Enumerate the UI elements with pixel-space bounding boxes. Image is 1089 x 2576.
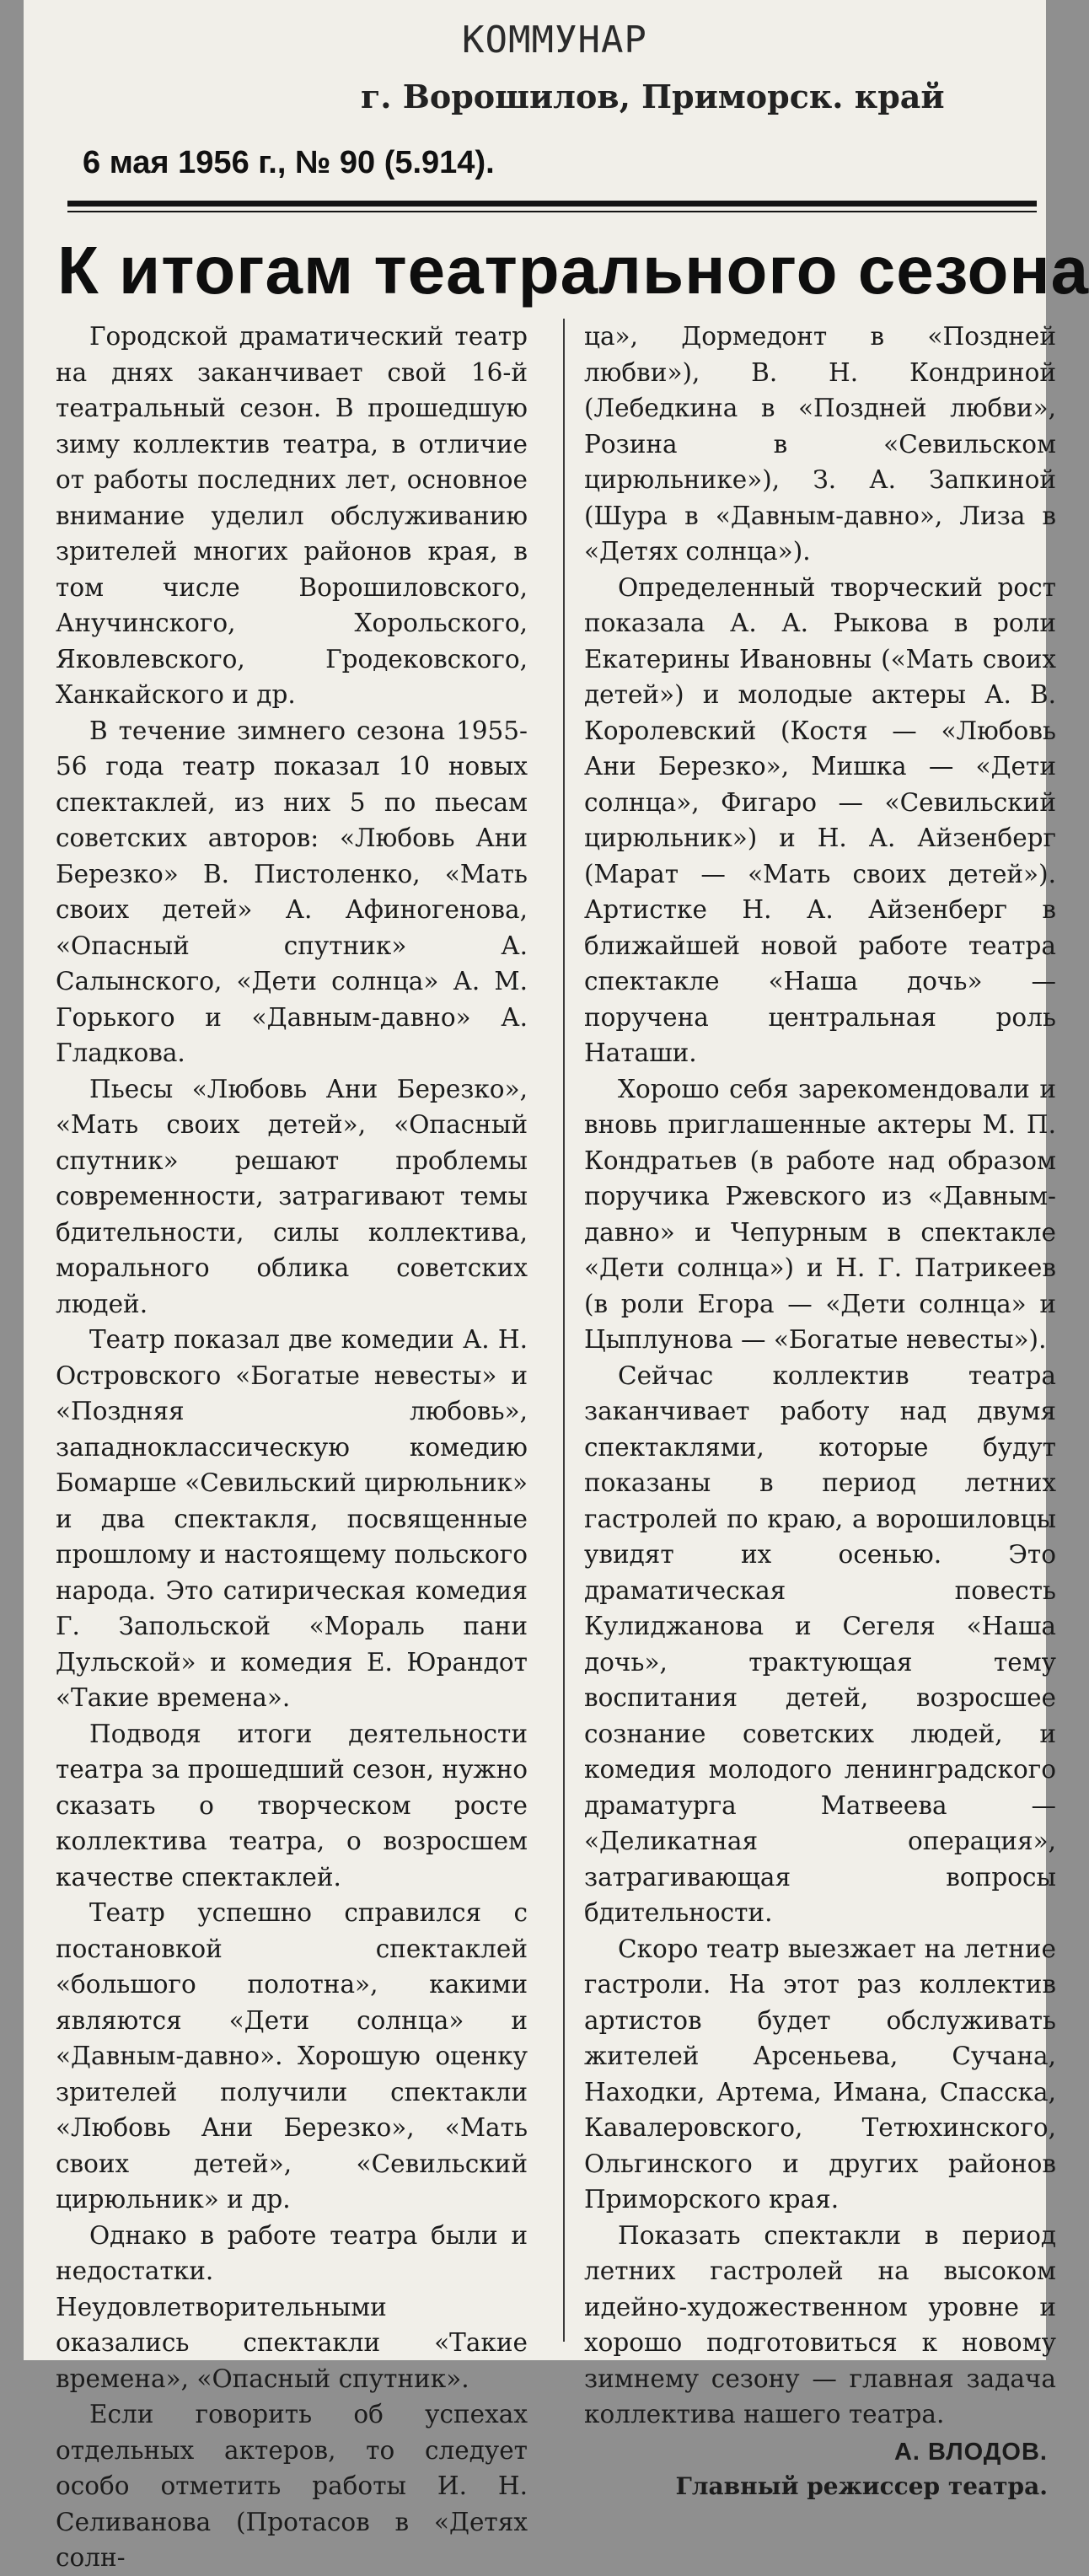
paragraph: Хорошо себя зарекомендовали и вновь приглашенные актеры М. П. Кондратьев (в работе над образом поручика Ржевского из «Давным-давно» и Чепурным в спектакле «Дети солнца») и Н. Г. Патрикеев (в роли Егора — «Дети солнца» и Цыплунова — «Богатые невесты»). (584, 1074, 1056, 1354)
paragraph: Подводя итоги деятельности театра за прошедший сезон, нужно сказать о творческом росте коллектива театра, о возросшем качестве спектаклей. (56, 1719, 528, 1892)
issue-date: 6 мая 1956 г., № 90 (5.914). (83, 145, 495, 180)
newspaper-name: КОММУНАР (462, 19, 647, 62)
paragraph: Сейчас коллектив театра заканчивает работу над двумя спектаклями, которые будут показаны в период летних гастролей по краю, а ворошиловцы увидят их осенью. Это драматическая повесть Кулиджанова и Сегеля «Наша дочь», трактующая тему воспитания детей, возросшее сознание советских людей, и комедия молодого ленинградского драматурга Матвеева — «Деликатная операция», затрагивающая вопросы бдительности. (584, 1360, 1056, 1927)
paragraph: Однако в работе театра были и недостатки. Неудовлетворительными оказались спектакли «Такие времена», «Опасный спутник». (56, 2220, 528, 2393)
paragraph: Театр показал две комедии А. Н. Островского «Богатые невесты» и «Поздняя любовь», западноклассическую комедию Бомарше «Севильский цирюльник» и два спектакля, посвященные прошлому и настоящему польского народа. Это сатирическая комедия Г. Запольской «Мораль пани Дульской» и комедия Е. Юрандот «Такие времена». (56, 1325, 528, 1712)
article-title: К итогам театрального сезона (57, 233, 1089, 308)
paragraph: Театр успешно справился с постановкой спектаклей «большого полотна», какими являются «Дети солнца» и «Давным-давно». Хорошую оценку зрителей получили спектакли «Любовь Ани Березко», «Мать своих детей», «Севильский цирюльник» и др. (56, 1898, 528, 2214)
newspaper-clipping (24, 0, 1089, 2572)
paragraph: В течение зимнего сезона 1955-56 года театр показал 10 новых спектаклей, из них 5 по пьесам советских авторов: «Любовь Ани Березко» В. Пистоленко, «Мать своих детей» А. Афиногенова, «Опасный спутник» А. Салынского, «Дети солнца» А. М. Горького и «Давным-давно» А. Гладкова. (56, 716, 528, 1067)
article-column-left (56, 319, 528, 2576)
header-rule-thick (67, 201, 1037, 207)
paragraph-continuation: ца», Дормедонт в «Поздней любви»), В. Н. Кондриной (Лебедкина в «Поздней любви», Розина в «Севильском цирюльнике»), З. А. Запкиной (Шура в «Давным-давно», Лиза в «Детях солнца»). (584, 322, 1056, 566)
column-divider (563, 319, 565, 2342)
paragraph: Городской драматический театр на днях заканчивает свой 16-й театральный сезон. В прошедшую зиму коллектив театра, в отличие от работы последних лет, основное внимание уделил обслуживанию зрителей многих районов края, в том числе Ворошиловского, Анучинского, Хорольского, Яковлевского, Гродековского, Ханкайского и др. (56, 322, 528, 709)
paragraph: Скоро театр выезжает на летние гастроли. На этот раз коллектив артистов будет обслуживать жителей Арсеньева, Сучана, Находки, Артема, Имана, Спасска, Кавалеровского, Тетюхинского, Ольгинского и других районов Приморского края. (584, 1934, 1056, 2214)
paragraph: Показать спектакли в период летних гастролей на высоком идейно-художественном уровне и хорошо подготовиться к новому зимнему сезону — главная задача коллектива нашего театра. (584, 2220, 1056, 2428)
article-column-right (584, 319, 1056, 2504)
header-rule-thin (67, 211, 1037, 212)
author-role: Главный режиссер театра. (675, 2472, 1048, 2500)
paragraph: Если говорить об успехах отдельных актеров, то следует особо отметить работы И. Н. Селиванова (Протасов в «Детях солн- (56, 2400, 528, 2572)
paragraph: Определенный творческий рост показала А. А. Рыкова в роли Екатерины Ивановны («Мать своих детей») и молодые актеры А. В. Королевский (Костя — «Любовь Ани Березко», Мишка — «Дети солнца», Фигаро — «Севильский цирюльник») и Н. А. Айзенберг (Марат — «Мать своих детей»). Артистке Н. А. Айзенберг в ближайшей новой работе театра спектакле «Наша дочь» — поручена центральная роль Наташи. (584, 572, 1056, 1067)
paragraph: Пьесы «Любовь Ани Березко», «Мать своих детей», «Опасный спутник» решают проблемы современности, затрагивают темы бдительности, силы коллектива, морального облика советских людей. (56, 1074, 528, 1318)
newspaper-place: г. Ворошилов, Приморск. край (361, 78, 945, 115)
author-signature: А. ВЛОДОВ. (893, 2438, 1048, 2466)
